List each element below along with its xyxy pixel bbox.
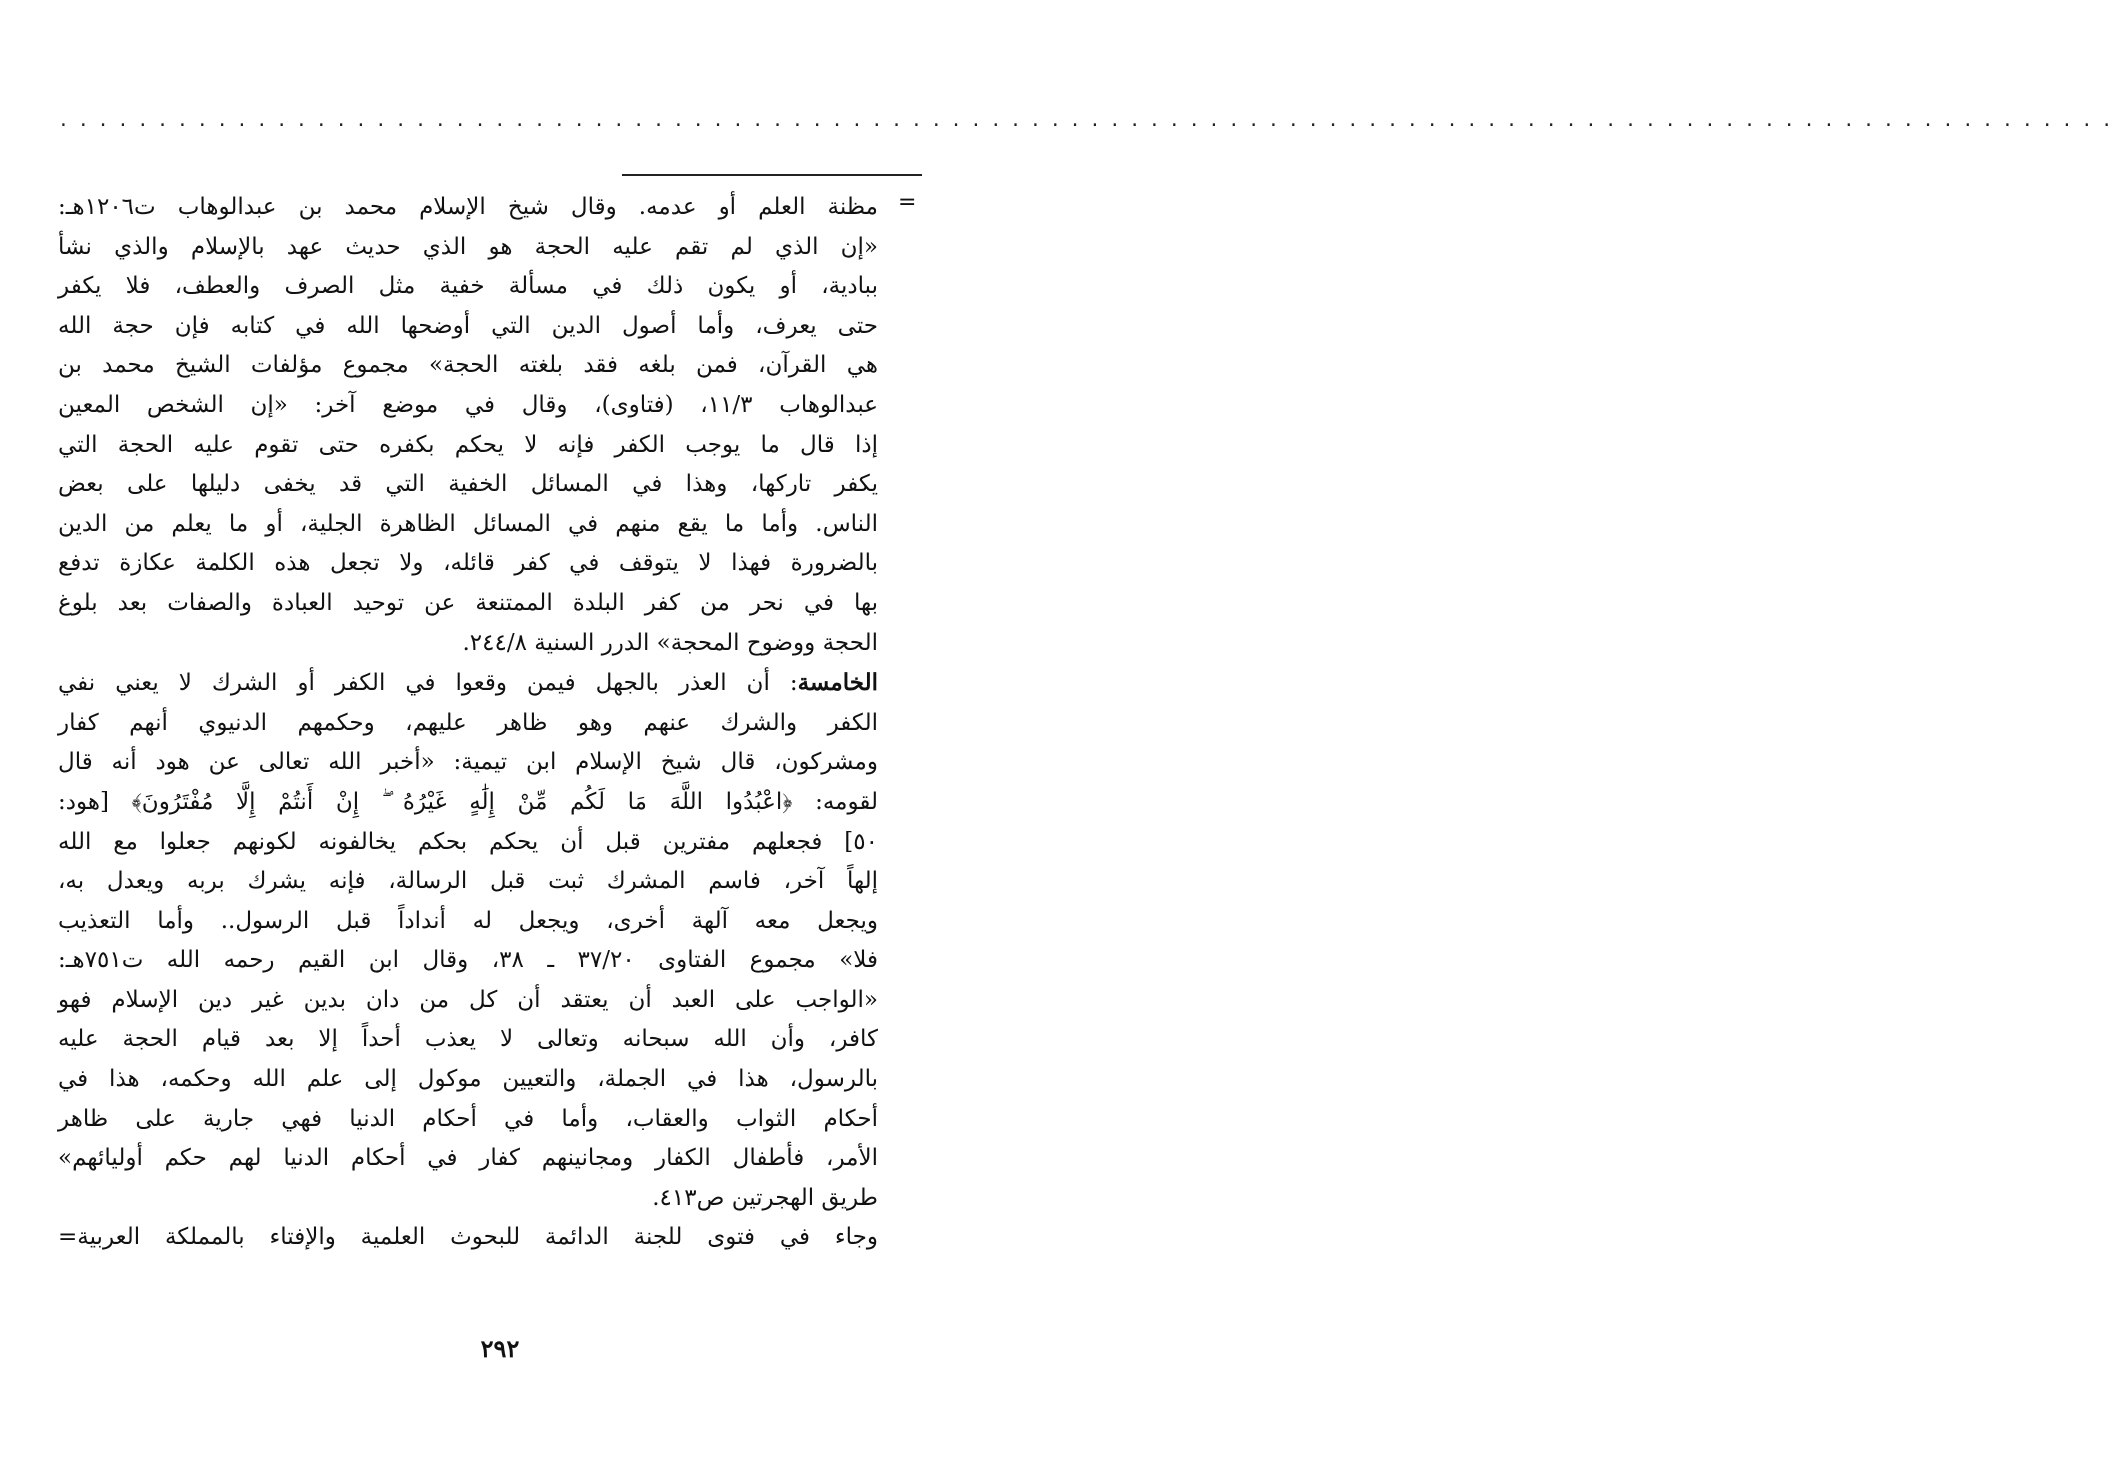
text-line: حتى يعرف، وأما أصول الدين التي أوضحها الله في كتابه فإن حجة الله xyxy=(58,312,878,339)
section-heading-fifth: الخامسة xyxy=(797,669,878,697)
text-line: ويجعل معه آلهة أخرى، ويجعل له أنداداً قبل الرسول.. وأما التعذيب xyxy=(58,907,878,934)
text-line: أحكام الثواب والعقاب، وأما في أحكام الدنيا فهي جارية على ظاهر xyxy=(58,1105,878,1132)
text-line: بها في نحر من كفر البلدة الممتنعة عن توحيد العبادة والصفات بعد بلوغ xyxy=(58,589,878,616)
text-line: الكفر والشرك عنهم وهو ظاهر عليهم، وحكمهم الدنيوي أنهم كفار xyxy=(58,709,878,736)
text-line: كافر، وأن الله سبحانه وتعالى لا يعذب أحداً إلا بعد قيام الحجة عليه xyxy=(58,1026,878,1053)
text-line: ٥٠] فجعلهم مفترين قبل أن يحكم بحكم يخالفونه لكونهم جعلوا مع الله xyxy=(58,828,878,855)
text-line: بالضرورة فهذا لا يتوقف في كفر قائله، ولا تجعل هذه الكلمة عكازة تدفع xyxy=(58,550,878,577)
footnote-rule xyxy=(622,174,922,176)
page-number: ٢٩٢ xyxy=(480,1334,520,1363)
footnote-text xyxy=(58,188,878,1258)
heading-line-rest: : أن العذر بالجهل فيمن وقعوا في الكفر أو الشرك لا يعني نفي xyxy=(58,670,798,697)
text-line: إذا قال ما يوجب الكفر فإنه لا يحكم بكفره حتى تقوم عليه الحجة التي xyxy=(58,431,878,458)
text-line: طريق الهجرتين ص٤١٣. xyxy=(652,1184,878,1211)
text-line: عبدالوهاب ١١/٣، (فتاوى)، وقال في موضع آخر: «إن الشخص المعين xyxy=(58,391,879,418)
text-line: هي القرآن، فمن بلغه فقد بلغته الحجة» مجموع مؤلفات الشيخ محمد بن xyxy=(58,352,878,379)
text-line: يكفر تاركها، وهذا في المسائل الخفية التي قد يخفى دليلها على بعض xyxy=(58,471,878,498)
text-line: مظنة العلم أو عدمه. وقال شيخ الإسلام محمد بن عبدالوهاب ت١٢٠٦هـ: xyxy=(58,194,878,220)
text-line: إلهاً آخر، فاسم المشرك ثبت قبل الرسالة، فإنه يشرك بربه ويعدل به، xyxy=(58,868,878,895)
continuation-mark: = xyxy=(898,190,917,215)
text-line: وجاء في فتوى للجنة الدائمة للبحوث العلمية والإفتاء بالمملكة العربية= xyxy=(58,1224,878,1251)
text-line: ومشركون، قال شيخ الإسلام ابن تيمية: «أخبر الله تعالى عن هود أنه قال xyxy=(58,749,878,776)
text-line: الأمر، فأطفال الكفار ومجانينهم كفار في أحكام الدنيا لهم حكم أوليائهم» xyxy=(58,1145,878,1172)
text-line: الحجة ووضوح المحجة» الدرر السنية ٢٤٤/٨. xyxy=(462,629,878,656)
text-line: بالرسول، هذا في الجملة، والتعيين موكول إلى علم الله وحكمه، هذا في xyxy=(58,1066,878,1093)
separator-dots: ........................................................................................................ xyxy=(58,110,2121,131)
text-line: ببادية، أو يكون ذلك في مسألة خفية مثل الصرف والعطف، فلا يكفر xyxy=(58,273,878,300)
text-line: الناس. وأما ما يقع منهم في المسائل الظاهرة الجلية، أو ما يعلم من الدين xyxy=(58,510,878,537)
text-line: «الواجب على العبد أن يعتقد أن كل من دان بدين غير دين الإسلام فهو xyxy=(58,986,878,1013)
text-line-heading xyxy=(58,663,878,704)
text-line: فلا» مجموع الفتاوى ٣٧/٢٠ ـ ٣٨، وقال ابن القيم رحمه الله ت٧٥١هـ: xyxy=(58,947,878,974)
text-line: «إن الذي لم تقم عليه الحجة هو الذي حديث عهد بالإسلام والذي نشأ xyxy=(58,233,878,260)
text-line: لقومه: ﴿اعْبُدُوا اللَّهَ مَا لَكُم مِّنْ إِلَٰهٍ غَيْرُهُ ۖ إِنْ أَنتُمْ إِلَّا مُفْتَرُونَ﴾ [هود: xyxy=(58,788,878,815)
